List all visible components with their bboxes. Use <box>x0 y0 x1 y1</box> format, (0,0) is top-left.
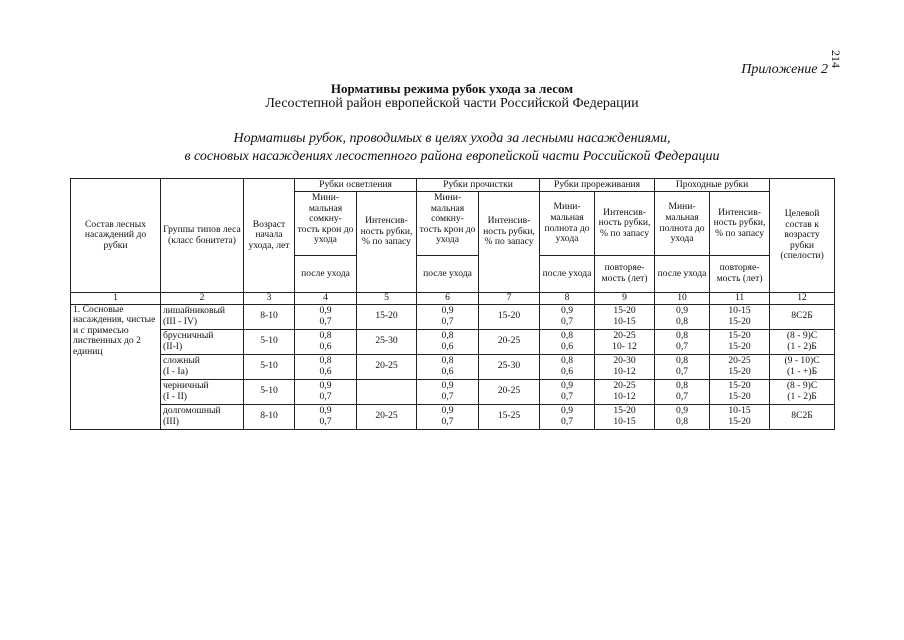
density-cell: 0,8 0,6 <box>540 329 595 354</box>
closure-cell: 0,9 0,7 <box>295 404 357 429</box>
header-min-closure-clearing: Мини- мальная сомкну- тость крон до ухода <box>295 192 357 256</box>
closure-cell: 0,8 0,6 <box>417 354 479 379</box>
forest-type-cell: брусничный (II-I) <box>161 329 244 354</box>
column-number: 4 <box>295 293 357 305</box>
column-number: 10 <box>655 293 710 305</box>
column-number: 1 <box>71 293 161 305</box>
header-after-care-thinning: после ухода <box>540 256 595 293</box>
header-intensity-cleaning: Интенсив- ность рубки, % по запасу <box>479 192 540 293</box>
forest-type-cell: лишайниковый (III - IV) <box>161 304 244 329</box>
header-group-passage: Проходные рубки <box>655 179 770 192</box>
page-number: 214 <box>829 50 843 68</box>
density-cell: 0,9 0,7 <box>540 379 595 404</box>
intensity-cell: 20-25 <box>357 404 417 429</box>
column-number: 5 <box>357 293 417 305</box>
closure-cell: 0,8 0,6 <box>417 329 479 354</box>
document-title: Нормативы режима рубок ухода за лесом <box>330 81 574 96</box>
intensity-repeat-cell: 15-20 15-20 <box>710 329 770 354</box>
header-intensity-passage: Интенсив- ность рубки, % по запасу <box>710 192 770 256</box>
start-age-cell: 5-10 <box>244 329 295 354</box>
target-composition-cell: (9 - 10)С (1 - +)Б <box>770 354 835 379</box>
appendix-label: Приложение 2 <box>741 62 828 77</box>
header-after-care-cleaning: после ухода <box>417 256 479 293</box>
intensity-cell: 20-25 <box>479 329 540 354</box>
table-caption <box>0 130 904 166</box>
intensity-cell: 20-25 <box>479 379 540 404</box>
table-caption-line-2: в сосновых насаждениях лесостепного района европейской части Российской Федерации <box>184 149 720 164</box>
forest-type-cell: долгомошный (III) <box>161 404 244 429</box>
column-number: 7 <box>479 293 540 305</box>
intensity-cell: 20-25 <box>357 354 417 379</box>
closure-cell: 0,8 0,6 <box>295 354 357 379</box>
intensity-cell: 15-20 <box>479 304 540 329</box>
density-cell: 0,8 0,7 <box>655 379 710 404</box>
closure-cell: 0,9 0,7 <box>417 379 479 404</box>
column-number: 3 <box>244 293 295 305</box>
header-repeat-thinning: повторяе- мость (лет) <box>595 256 655 293</box>
density-cell: 0,8 0,6 <box>540 354 595 379</box>
header-repeat-passage: повторяе- мость (лет) <box>710 256 770 293</box>
intensity-cell: 15-20 <box>357 304 417 329</box>
closure-cell: 0,9 0,7 <box>295 304 357 329</box>
closure-cell: 0,8 0,6 <box>295 329 357 354</box>
table-row <box>71 354 835 379</box>
intensity-cell: 25-30 <box>479 354 540 379</box>
table-row <box>71 379 835 404</box>
column-number-row <box>71 293 835 305</box>
density-cell: 0,9 0,7 <box>540 404 595 429</box>
table-row <box>71 404 835 429</box>
table-row <box>71 329 835 354</box>
density-cell: 0,8 0,7 <box>655 354 710 379</box>
document-region: Лесостепной район европейской части Российской Федерации <box>265 96 639 111</box>
column-number: 9 <box>595 293 655 305</box>
target-composition-cell: (8 - 9)С (1 - 2)Б <box>770 379 835 404</box>
forest-type-cell: черничный (I - II) <box>161 379 244 404</box>
target-composition-cell: (8 - 9)С (1 - 2)Б <box>770 329 835 354</box>
intensity-repeat-cell: 15-20 10-15 <box>595 304 655 329</box>
column-number: 6 <box>417 293 479 305</box>
density-cell: 0,9 0,8 <box>655 404 710 429</box>
column-number: 12 <box>770 293 835 305</box>
density-cell: 0,9 0,8 <box>655 304 710 329</box>
column-number: 2 <box>161 293 244 305</box>
table-caption-line-1: Нормативы рубок, проводимых в целях ухода за лесными насаждениями, <box>233 131 671 146</box>
column-number: 8 <box>540 293 595 305</box>
intensity-repeat-cell: 20-30 10-12 <box>595 354 655 379</box>
intensity-repeat-cell: 10-15 15-20 <box>710 304 770 329</box>
start-age-cell: 8-10 <box>244 304 295 329</box>
target-composition-cell: 8С2Б <box>770 304 835 329</box>
table-row <box>71 304 835 329</box>
header-intensity-thinning: Интенсив- ность рубки, % по запасу <box>595 192 655 256</box>
intensity-repeat-cell: 20-25 10- 12 <box>595 329 655 354</box>
closure-cell: 0,9 0,7 <box>417 404 479 429</box>
header-target-composition: Целевой состав к возрасту рубки (спелости) <box>770 179 835 293</box>
intensity-repeat-cell: 10-15 15-20 <box>710 404 770 429</box>
closure-cell: 0,9 0,7 <box>417 304 479 329</box>
target-composition-cell: 8С2Б <box>770 404 835 429</box>
intensity-repeat-cell: 15-20 10-15 <box>595 404 655 429</box>
intensity-cell: 15-25 <box>479 404 540 429</box>
intensity-cell <box>357 379 417 404</box>
intensity-repeat-cell: 15-20 15-20 <box>710 379 770 404</box>
density-cell: 0,8 0,7 <box>655 329 710 354</box>
header-min-closure-cleaning: Мини- мальная сомкну- тость крон до ухода <box>417 192 479 256</box>
header-after-care-passage: после ухода <box>655 256 710 293</box>
header-min-density-passage: Мини- мальная полнота до ухода <box>655 192 710 256</box>
start-age-cell: 5-10 <box>244 379 295 404</box>
intensity-repeat-cell: 20-25 10-12 <box>595 379 655 404</box>
header-group-cleaning: Рубки прочистки <box>417 179 540 192</box>
intensity-repeat-cell: 20-25 15-20 <box>710 354 770 379</box>
header-min-density-thinning: Мини- мальная полнота до ухода <box>540 192 595 256</box>
norms-table <box>70 178 835 430</box>
start-age-cell: 8-10 <box>244 404 295 429</box>
header-intensity-clearing: Интенсив- ность рубки, % по запасу <box>357 192 417 293</box>
header-composition: Состав лесных насаждений до рубки <box>71 179 161 293</box>
column-number: 11 <box>710 293 770 305</box>
header-after-care-clearing: после ухода <box>295 256 357 293</box>
forest-type-cell: сложный (I - Ia) <box>161 354 244 379</box>
intensity-cell: 25-30 <box>357 329 417 354</box>
header-group-clearing: Рубки осветления <box>295 179 417 192</box>
density-cell: 0,9 0,7 <box>540 304 595 329</box>
start-age-cell: 5-10 <box>244 354 295 379</box>
section-label: 1. Сосновые насаждения, чистые и с примесью лиственных до 2 единиц <box>71 304 161 429</box>
closure-cell: 0,9 0,7 <box>295 379 357 404</box>
header-group-thinning: Рубки прореживания <box>540 179 655 192</box>
header-forest-type: Группы типов леса (класс бонитета) <box>161 179 244 293</box>
header-start-age: Возраст начала ухода, лет <box>244 179 295 293</box>
